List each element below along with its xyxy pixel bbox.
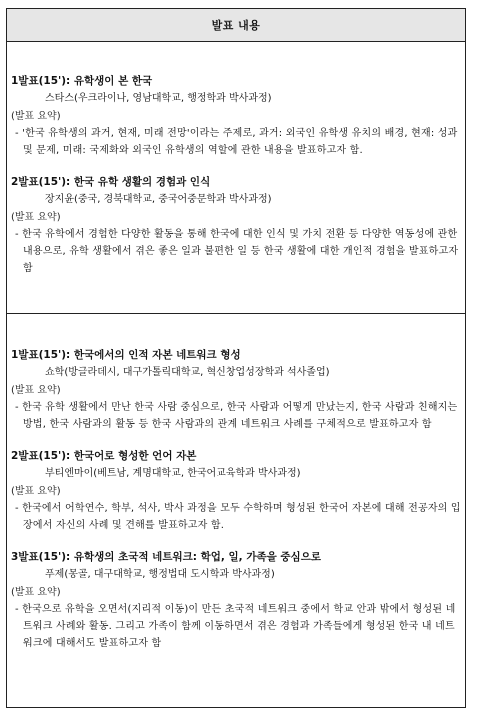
presentation-title: 1발표(15'): 유학생이 본 한국: [11, 75, 153, 87]
presentation-item: [11, 346, 461, 433]
summary-label: (발표 요약): [11, 486, 61, 497]
presentation-summary: - 한국으로 유학을 오면서(지리적 이동)이 만든 초국적 네트워크 중에서 학교 안과 밖에서 형성된 네트워크 사례와 활동. 그리고 가족이 함께 이동하면서 겪은 경험과 가족들에게 형성된 한국 내 네트워크에 대해서도 발표하고자 함: [15, 604, 456, 649]
presentation-summary: - 한국 유학 생활에서 만난 한국 사람 중심으로, 한국 사람과 어떻게 만났는지, 한국 사람과 친해지는 방법, 한국 사람과의 활동 등 한국 사람과의 관계 네트워크 사례를 구체적으로 발표하고자 함: [15, 402, 458, 430]
summary-label: (발표 요약): [11, 111, 61, 122]
presentation-item: [11, 548, 461, 652]
presentation-item: [11, 173, 461, 277]
presenter-info: 스타스(우크라이나, 영남대학교, 행정학과 박사과정): [45, 93, 272, 104]
presenter-info: 쇼학(방글라데시, 대구가톨릭대학교, 혁신창업성장학과 석사졸업): [45, 367, 330, 378]
presentation-table: [6, 8, 466, 708]
summary-label: (발표 요약): [11, 587, 61, 598]
presenter-info: 푸제(몽골, 대구대학교, 행정법대 도시학과 박사과정): [45, 569, 275, 580]
presentation-title: 2발표(15'): 한국 유학 생활의 경험과 인식: [11, 176, 211, 188]
header-title: 발표 내용: [211, 19, 261, 32]
presentation-summary: - '한국 유학생의 과거, 현재, 미래 전망'이라는 주제로, 과거: 외국인 유학생 유치의 배경, 현재: 성과 및 문제, 미래: 국제화와 외국인 유학생의 역할에 관한 내용을 발표하고자 함.: [15, 128, 458, 156]
presentation-summary: - 한국에서 어학연수, 학부, 석사, 박사 과정을 모두 수학하며 형성된 한국어 자본에 대해 전공자의 입장에서 자신의 사례 및 견해를 발표하고자 함.: [15, 503, 461, 531]
presentation-summary: - 한국 유학에서 경험한 다양한 활동을 통해 한국에 대한 인식 및 가치 전환 등 다양한 역동성에 관한 내용으로, 유학 생활에서 겪은 좋은 일과 불편한 일 등 한국 생활에 대한 개인적 경험을 발표하고자 함: [15, 229, 459, 274]
summary-label: (발표 요약): [11, 385, 61, 396]
presentation-title: 1발표(15'): 한국에서의 인적 자본 네트워크 형성: [11, 349, 241, 361]
presentation-item: [11, 72, 461, 159]
presentation-title: 3발표(15'): 유학생의 초국적 네트워크: 학업, 일, 가족을 중심으로: [11, 551, 321, 563]
presenter-info: 부티엔마이(베트남, 계명대학교, 한국어교육학과 박사과정): [45, 468, 301, 479]
presentation-title: 2발표(15'): 한국어로 형성한 언어 자본: [11, 450, 197, 462]
presenter-info: 장지윤(중국, 경북대학교, 중국어중문학과 박사과정): [45, 194, 272, 205]
table-header: [7, 9, 465, 42]
session-section-1: [7, 42, 465, 314]
session-section-2: [7, 314, 465, 710]
summary-label: (발표 요약): [11, 212, 61, 223]
presentation-item: [11, 447, 461, 534]
